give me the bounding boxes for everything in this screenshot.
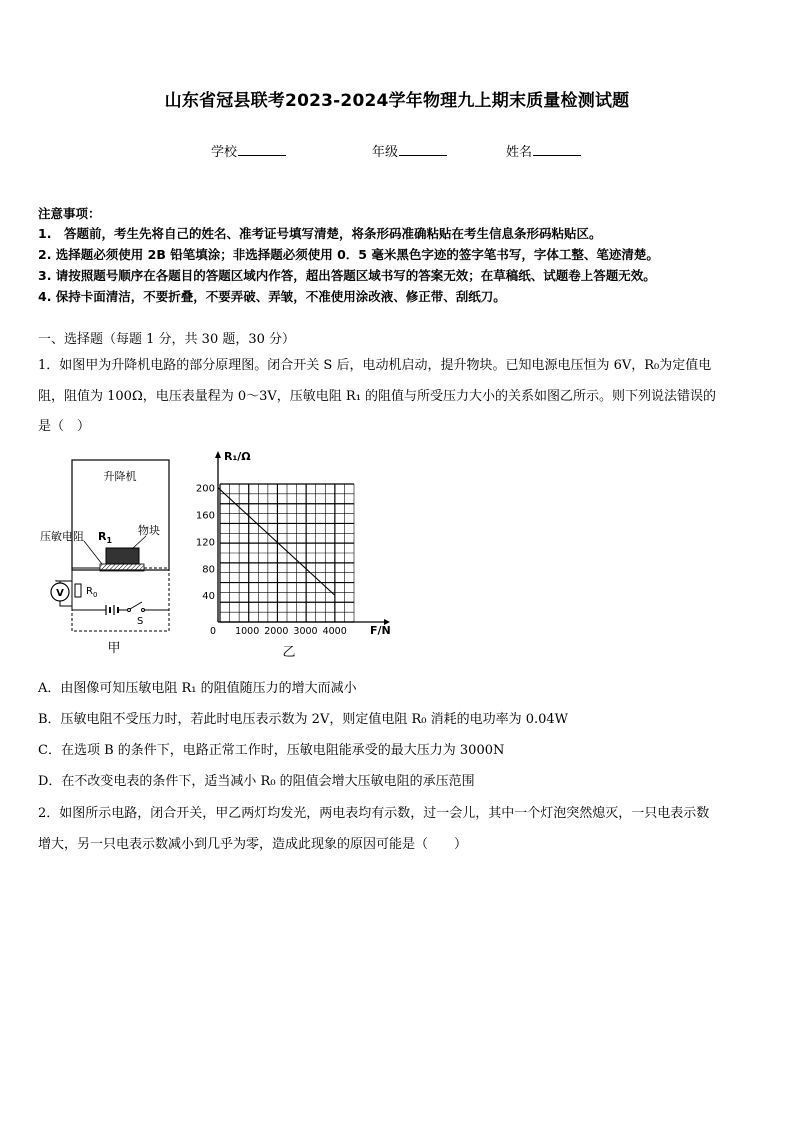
y-axis-label: R₁/Ω — [224, 450, 251, 463]
x-axis-label: F/N — [370, 624, 391, 637]
switch-icon — [130, 602, 142, 609]
y-tick-label: 40 — [202, 591, 215, 603]
chart-axes — [215, 451, 390, 625]
name-label: 姓名 — [506, 145, 533, 160]
option-a: A．由图像可知压敏电阻 R₁ 的阻值随压力的增大而减小 — [38, 681, 357, 696]
school-label: 学校 — [211, 145, 238, 160]
chart-grid — [220, 484, 354, 622]
switch-label: S — [137, 616, 144, 627]
wire — [60, 601, 72, 606]
option-d: D．在不改变电表的条件下，适当减小 R₀ 的阻值会增大压敏电阻的承压范围 — [38, 774, 475, 789]
chart-yi — [192, 448, 402, 662]
grade-label: 年级 — [372, 145, 399, 160]
school-blank — [238, 142, 286, 156]
notice-item: 4. 保持卡面清洁，不要折叠，不要弄破、弄皱，不准使用涂改液、修正带、刮纸刀。 — [38, 289, 506, 304]
block-label: 物块 — [138, 524, 160, 537]
figure-caption-yi: 乙 — [282, 645, 296, 660]
y-tick-label: 160 — [195, 510, 215, 522]
r0-label: $R_0$ — [86, 586, 98, 599]
school-field — [211, 141, 286, 160]
x-tick-label: 2000 — [264, 626, 289, 637]
block-pointer — [132, 536, 146, 549]
y-tick-label: 120 — [195, 537, 215, 549]
r1-label: $R_1$ — [98, 530, 113, 545]
option-c: C．在选项 B 的条件下，电路正常工作时，压敏电阻能承受的最大压力为 3000N — [38, 743, 505, 758]
grade-blank — [399, 142, 447, 156]
notice-item: 1. 答题前，考生先将自己的姓名、准考证号填写清楚，将条形码准确粘贴在考生信息条形码粘贴区。 — [38, 226, 602, 241]
name-field — [506, 141, 581, 160]
page-title: 山东省冠县联考2023-2024学年物理九上期末质量检测试题 — [164, 91, 630, 111]
option-b: B．压敏电阻不受压力时，若此时电压表示数为 2V，则定值电阻 R₀ 消耗的电功率为 0.04W — [38, 712, 569, 727]
question-1-text: 1．如图甲为升降机电路的部分原理图。闭合开关 S 后，电动机启动，提升物块。已知电源电压恒为 6V，R₀为定值电 — [38, 358, 712, 373]
sensor-label: 压敏电阻 — [40, 530, 84, 543]
question-1-text: 是（ ） — [38, 419, 91, 434]
pressure-sensor — [100, 564, 144, 571]
notice-item: 3. 请按照题号顺序在各题目的答题区域内作答，超出答题区域书写的答案无效；在草稿纸、试题卷上答题无效。 — [38, 268, 656, 283]
sensor-pointer — [84, 541, 102, 564]
question-2-text: 2．如图所示电路，闭合开关，甲乙两灯均发光，两电表均有示数，过一会儿，其中一个灯泡突然熄灭，一只电表示数 — [38, 806, 710, 821]
question-2-text: 增大，另一只电表示数减小到几乎为零，造成此现象的原因可能是（ ） — [38, 837, 468, 852]
question-1-text: 阻，阻值为 100Ω，电压表量程为 0～3V，压敏电阻 R₁ 的阻值与所受压力大小的关系如图乙所示。则下列说法错误的 — [38, 389, 717, 404]
resistor-r0 — [75, 584, 81, 597]
y-axis-arrow — [215, 451, 221, 458]
grade-field — [372, 141, 447, 160]
x-tick-label: 0 — [209, 626, 216, 637]
name-blank — [533, 142, 581, 156]
y-tick-label: 200 — [195, 483, 215, 495]
block — [106, 548, 139, 564]
figure-caption-jia: 甲 — [107, 641, 121, 656]
elevator-label: 升降机 — [103, 470, 137, 483]
notice-heading: 注意事项： — [38, 206, 101, 221]
y-tick-label: 80 — [202, 564, 215, 576]
x-tick-label: 1000 — [235, 626, 260, 637]
x-tick-label: 4000 — [322, 626, 347, 637]
circuit-diagram-jia — [36, 448, 176, 658]
section-heading: 一、选择题（每题 1 分，共 30 题，30 分） — [38, 332, 296, 347]
voltmeter-label: V — [56, 588, 64, 599]
wire-dashed — [72, 568, 169, 631]
notice-item: 2. 选择题必须使用 2B 铅笔填涂；非选择题必须使用 0．5 毫米黑色字迹的签字笔书写，字体工整、笔迹清楚。 — [38, 247, 659, 262]
x-tick-label: 3000 — [293, 626, 318, 637]
